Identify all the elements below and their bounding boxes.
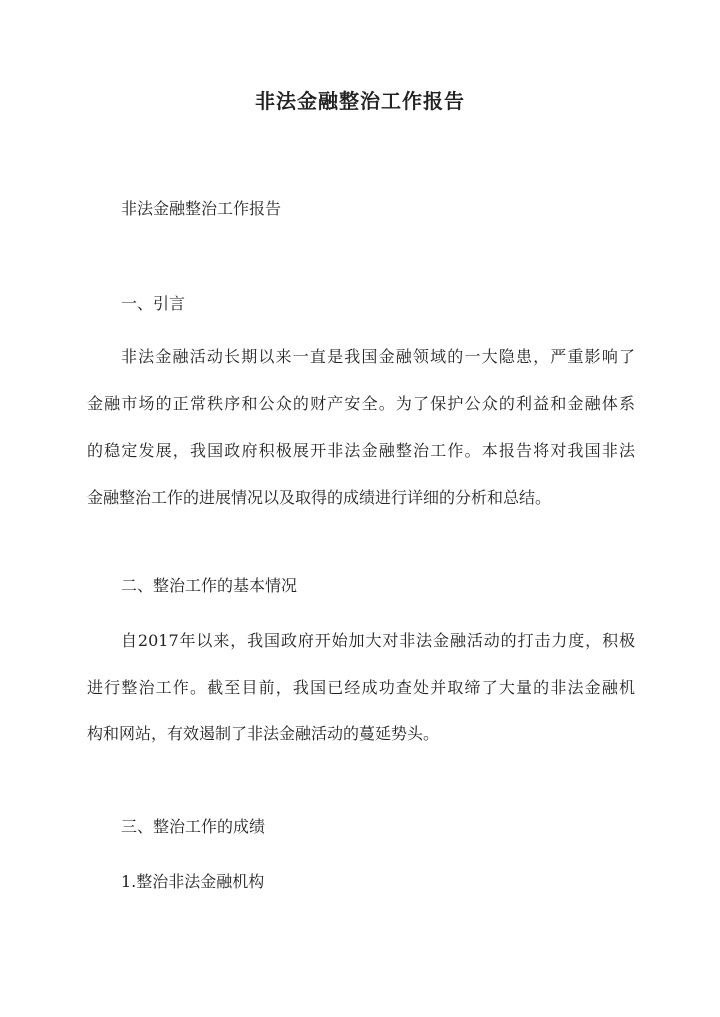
paragraph-line: 非法金融活动长期以来一直是我国金融领域的一大隐患，严重影响了 <box>121 347 635 366</box>
document-subtitle: 非法金融整治工作报告 <box>121 199 282 218</box>
paragraph-line: 自2017年以来，我国政府开始加大对非法金融活动的打击力度，积极 <box>121 631 635 650</box>
paragraph-line: 的稳定发展，我国政府积极展开非法金融整治工作。本报告将对我国非法 <box>87 441 635 460</box>
paragraph-line: 构和网站，有效遏制了非法金融活动的蔓延势头。 <box>87 724 440 743</box>
paragraph-line: 金融整治工作的进展情况以及取得的成绩进行详细的分析和总结。 <box>87 488 552 507</box>
document-title: 非法金融整治工作报告 <box>255 89 465 113</box>
paragraph-line: 进行整治工作。截至目前，我国已经成功查处并取缔了大量的非法金融机 <box>87 678 635 697</box>
list-item: 1.整治非法金融机构 <box>121 872 265 891</box>
section-heading-achievements: 三、整治工作的成绩 <box>121 817 266 836</box>
section-heading-introduction: 一、引言 <box>121 294 186 313</box>
section-heading-basic-situation: 二、整治工作的基本情况 <box>121 576 298 595</box>
paragraph-line: 金融市场的正常秩序和公众的财产安全。为了保护公众的利益和金融体系 <box>87 394 635 413</box>
